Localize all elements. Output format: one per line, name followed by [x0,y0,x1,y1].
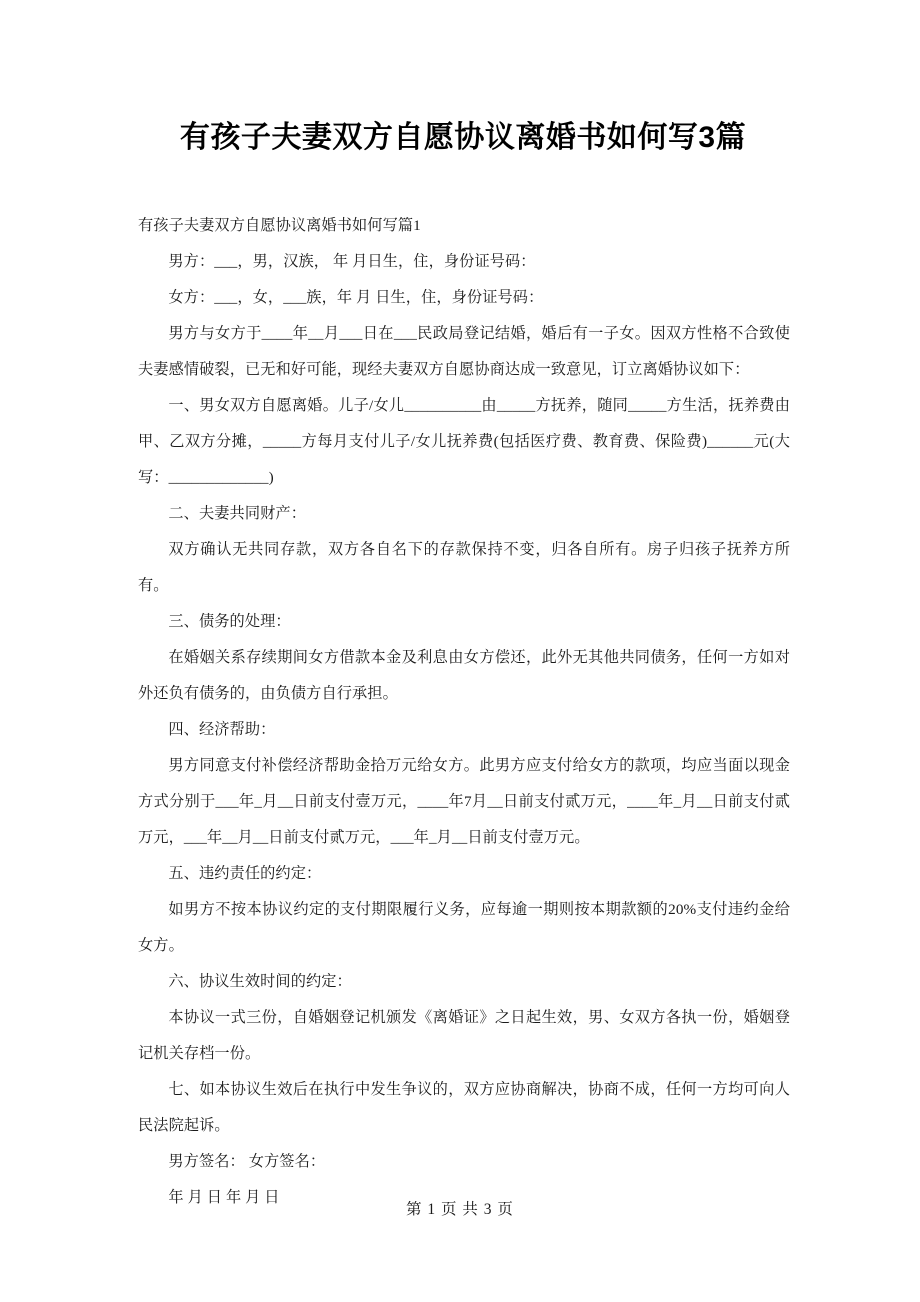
paragraph-clause-six-body: 本协议一式三份，自婚姻登记机颁发《离婚证》之日起生效，男、女双方各执一份，婚姻登记机关存档一份。 [138,1009,790,1062]
document-body [138,208,790,1216]
paragraph-clause-four-title: 四、经济帮助： [168,721,276,738]
page-footer: 第 1 页 共 3 页 [406,1201,514,1218]
paragraph-signature-line: 男方签名： 女方签名： [168,1153,326,1170]
section-heading: 有孩子夫妻双方自愿协议离婚书如何写篇1 [138,217,421,234]
page-title: 有孩子夫妻双方自愿协议离婚书如何写3篇 [179,121,747,154]
paragraph-clause-three-body: 在婚姻关系存续期间女方借款本金及利息由女方偿还，此外无其他共同债务，任何一方如对外还负有债务的，由负债方自行承担。 [138,649,790,702]
paragraph-clause-four-body: 男方同意支付补偿经济帮助金拾万元给女方。此男方应支付给女方的款项，均应当面以现金方式分别于___年_月__日前支付壹万元，____年7月__日前支付贰万元，____年_月__日前支付贰万元，___年__月__日前支付贰万元，___年_月__日前支付壹万元。 [138,757,790,846]
paragraph-clause-seven-body: 七、如本协议生效后在执行中发生争议的，双方应协商解决，协商不成，任何一方均可向人民法院起诉。 [138,1081,790,1134]
paragraph-date-line: 年 月 日 年 月 日 [168,1189,280,1206]
paragraph-clause-three-title: 三、债务的处理： [168,613,291,630]
paragraph-clause-six-title: 六、协议生效时间的约定： [168,973,352,990]
paragraph-clause-five-body: 如男方不按本协议约定的支付期限履行义务，应每逾一期则按本期款额的20%支付违约金给女方。 [138,901,790,954]
paragraph-woman-info: 女方：___，女，___族，年 月 日生，住，身份证号码： [168,289,544,306]
paragraph-clause-five-title: 五、违约责任的约定： [168,865,322,882]
paragraph-clause-two-body: 双方确认无共同存款，双方各自名下的存款保持不变，归各自所有。房子归孩子抚养方所有。 [138,541,790,594]
paragraph-man-info: 男方：___，男，汉族， 年 月日生，住，身份证号码： [168,253,536,270]
paragraph-clause-one-custody: 一、男女双方自愿离婚。儿子/女儿__________由_____方抚养，随同_____方生活，抚养费由甲、乙双方分摊，_____方每月支付儿子/女儿抚养费(包括医疗费、教育费、保险费)______元(大写：_____________) [138,397,790,486]
paragraph-clause-two-title: 二、夫妻共同财产： [168,505,306,522]
paragraph-marriage-background: 男方与女方于____年__月___日在___民政局登记结婚，婚后有一子女。因双方性格不合致使夫妻感情破裂，已无和好可能，现经夫妻双方自愿协商达成一致意见，订立离婚协议如下： [138,325,790,378]
